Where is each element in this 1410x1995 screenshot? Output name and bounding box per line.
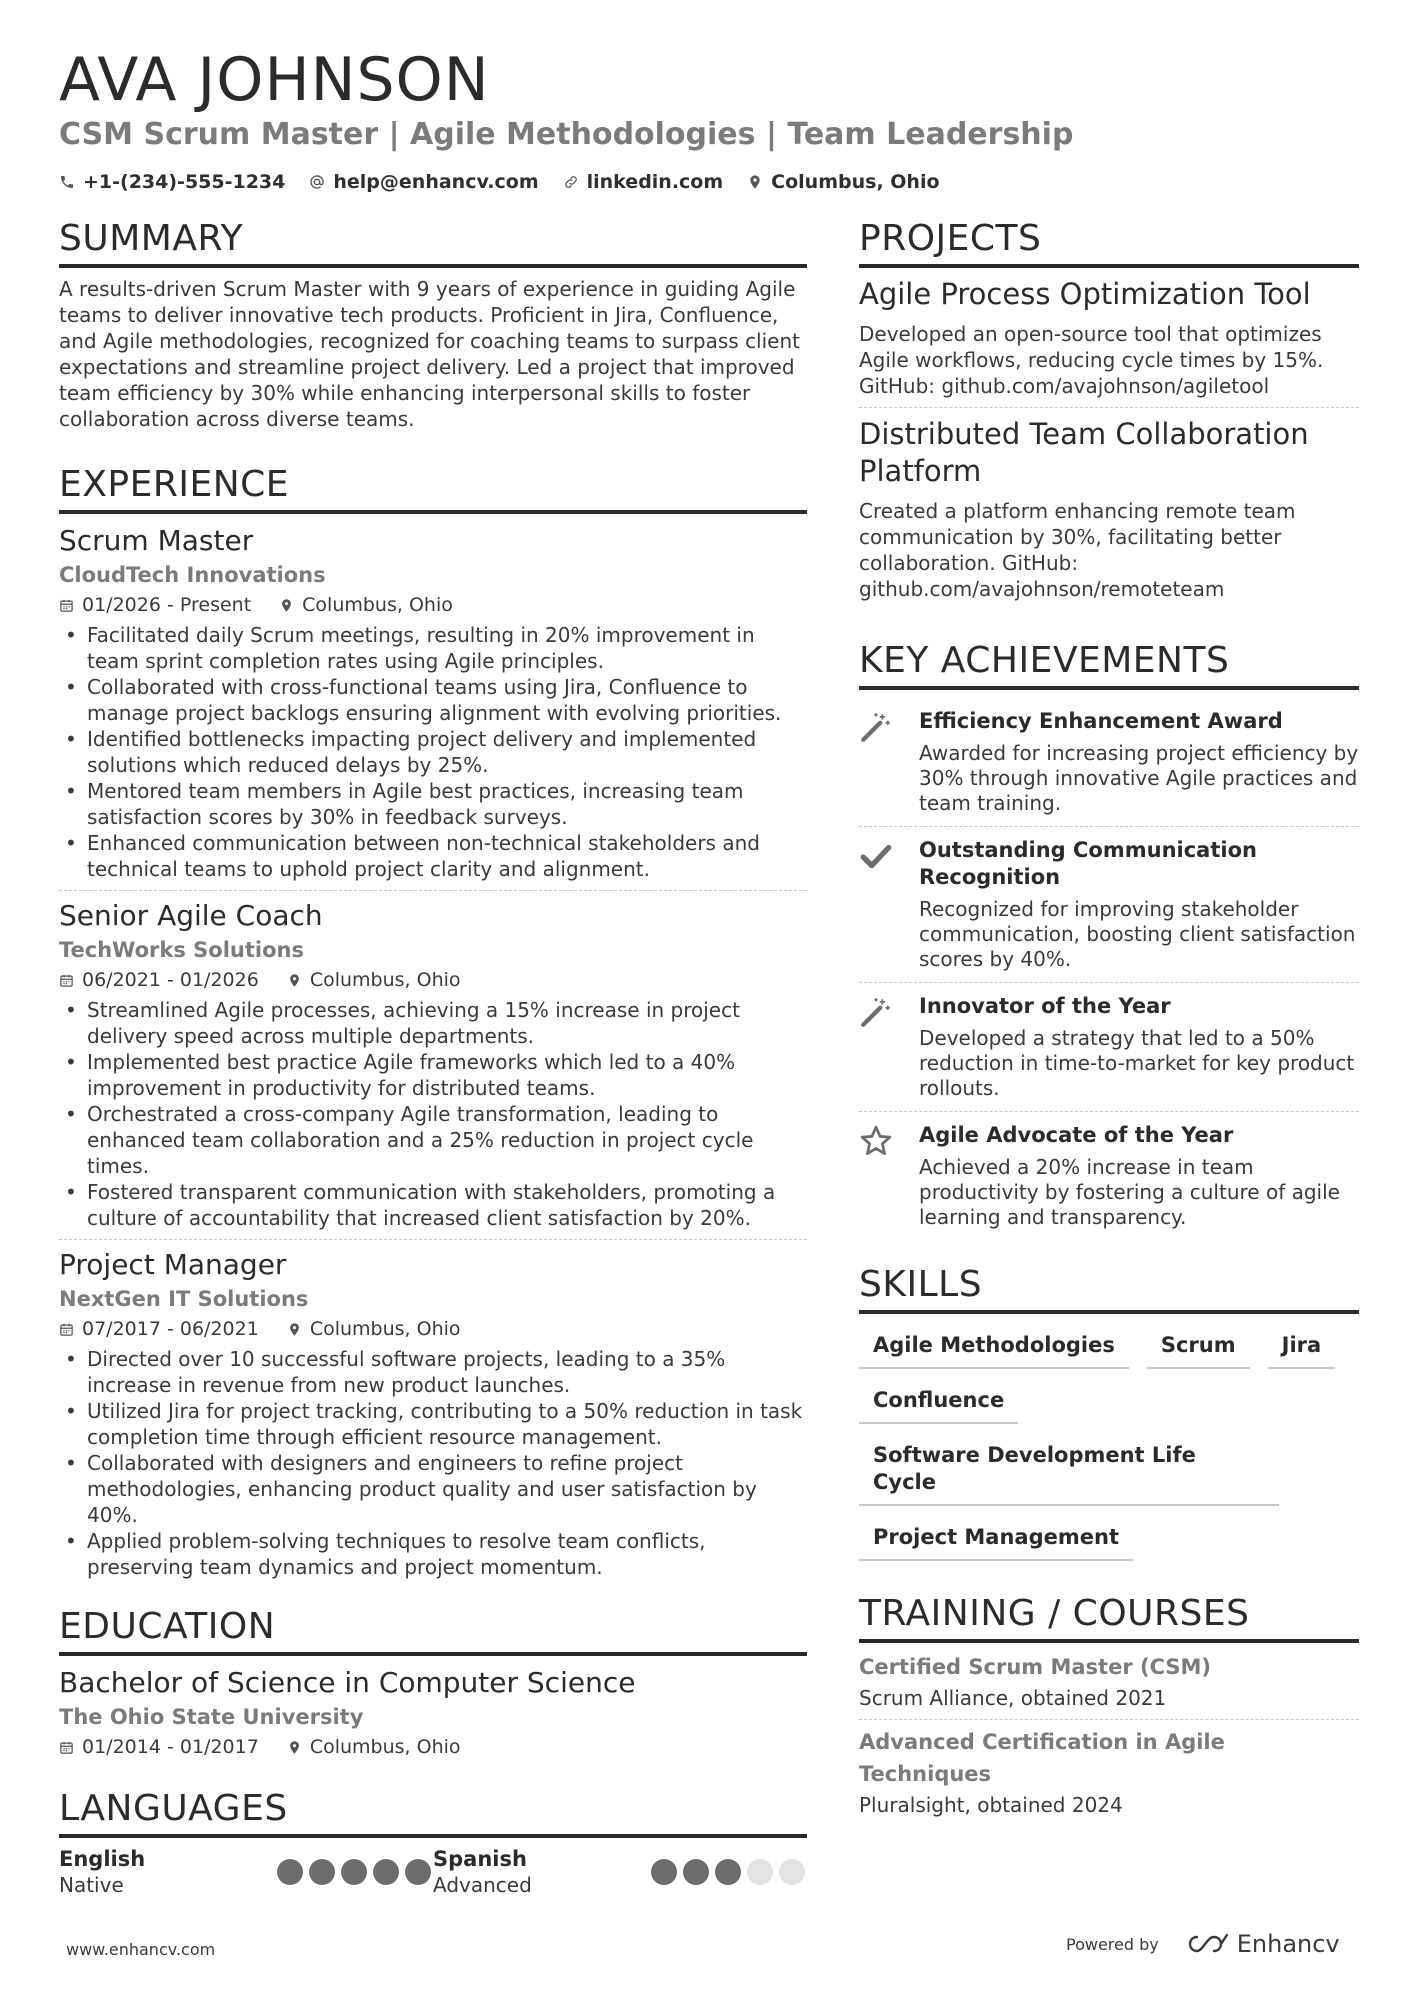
achievements-heading: KEY ACHIEVEMENTS (859, 638, 1359, 690)
education-dates (59, 1732, 259, 1762)
rating-dot-filled (277, 1859, 303, 1885)
job-location-text: Columbus, Ohio (302, 594, 453, 616)
magic-wand-icon (859, 993, 903, 1101)
achievement-entry (859, 983, 1359, 1112)
bullet-item: • Enhanced communication between non-technical stakeholders and technical teams to uphold project clarity and alignment. (59, 830, 807, 882)
project-title: Distributed Team Collaboration Platform (859, 417, 1309, 488)
phone-text: +1-(234)-555-1234 (83, 171, 286, 193)
job-location-text: Columbus, Ohio (309, 1318, 461, 1340)
course-title: Advanced Certification in Agile Techniques (859, 1730, 1225, 1786)
bullet-item: • Collaborated with cross-functional teams using Jira, Confluence to manage project backlogs ensuring alignment with evolving priorities. (59, 674, 807, 726)
job-dates-text: 06/2021 - 01/2026 (82, 969, 259, 991)
achievement-description: Achieved a 20% increase in team productivity by fostering a culture of agile learning and transparency. (919, 1155, 1340, 1229)
language-name: Spanish (433, 1847, 527, 1871)
language-entry (59, 1846, 433, 1898)
rating-dot-filled (651, 1859, 677, 1885)
school-name: The Ohio State University (59, 1705, 364, 1729)
rating-dot-empty (779, 1859, 805, 1885)
project-entry (859, 416, 1359, 610)
magic-wand-icon (859, 708, 903, 816)
skills-list (859, 1322, 1339, 1561)
job-location (287, 1314, 461, 1344)
location-text: Columbus, Ohio (771, 171, 940, 193)
course-detail: Pluralsight, obtained 2024 (859, 1793, 1123, 1817)
job-title: Scrum Master (59, 524, 254, 557)
job-bullets (59, 997, 807, 1231)
job-dates (59, 590, 251, 620)
infinity-logo-icon (1185, 1931, 1231, 1957)
check-icon (859, 837, 903, 972)
course-detail: Scrum Alliance, obtained 2021 (859, 1686, 1167, 1710)
project-title: Agile Process Optimization Tool (859, 277, 1311, 311)
education-dates-text: 01/2014 - 01/2017 (82, 1736, 259, 1758)
achievement-description: Awarded for increasing project efficiency by 30% through innovative Agile practices and team training. (919, 741, 1359, 815)
project-description: Created a platform enhancing remote team communication by 30%, facilitating better collaboration. GitHub: github.com/avajohnson/remoteteam (859, 499, 1296, 601)
company-name: NextGen IT Solutions (59, 1287, 309, 1311)
languages-row (59, 1846, 807, 1898)
rating-dot-filled (683, 1859, 709, 1885)
job-location-text: Columbus, Ohio (309, 969, 461, 991)
achievements-section (859, 638, 1359, 1240)
achievement-title: Innovator of the Year (919, 994, 1171, 1018)
summary-heading: SUMMARY (59, 216, 807, 268)
skill-tag: Confluence (859, 1383, 1018, 1424)
brand-name: Enhancv (1236, 1930, 1340, 1958)
projects-heading: PROJECTS (859, 216, 1359, 268)
language-rating (277, 1859, 431, 1885)
job-dates-text: 07/2017 - 06/2021 (82, 1318, 259, 1340)
languages-section (59, 1786, 807, 1898)
skill-tag: Software Development Life Cycle (859, 1438, 1279, 1506)
job-meta (59, 965, 807, 995)
location-pin-icon (287, 1740, 302, 1755)
job-location (279, 590, 453, 620)
bullet-item: • Mentored team members in Agile best practices, increasing team satisfaction scores by 30% in feedback surveys. (59, 778, 807, 830)
projects-section (859, 216, 1359, 610)
skill-tag: Agile Methodologies (859, 1328, 1129, 1369)
headline: CSM Scrum Master | Agile Methodologies | Team Leadership (59, 117, 1074, 152)
job-meta (59, 1314, 807, 1344)
achievement-title: Efficiency Enhancement Award (919, 709, 1283, 733)
degree-title: Bachelor of Science in Computer Science (59, 1666, 636, 1699)
linkedin-text: linkedin.com (586, 171, 724, 193)
contact-bar (59, 168, 940, 196)
bullet-item: • Fostered transparent communication with stakeholders, promoting a culture of accountability that increased client satisfaction by 20%. (59, 1179, 807, 1231)
rating-dot-filled (309, 1859, 335, 1885)
brand-logo[interactable] (1185, 1930, 1340, 1958)
job-entry (59, 522, 807, 891)
job-bullets (59, 622, 807, 882)
language-rating (651, 1859, 805, 1885)
language-level: Native (59, 1873, 124, 1897)
bullet-item: • Streamlined Agile processes, achieving a 15% increase in project delivery speed across multiple departments. (59, 997, 807, 1049)
calendar-icon (59, 973, 74, 988)
achievement-entry (859, 827, 1359, 983)
bullet-item: • Facilitated daily Scrum meetings, resulting in 20% improvement in team sprint completion rates using Agile principles. (59, 622, 807, 674)
right-column (859, 216, 1359, 1832)
job-entry (59, 1246, 807, 1588)
project-description: Developed an open-source tool that optimizes Agile workflows, reducing cycle times by 15%. GitHub: github.com/avajohnson/agiletool (859, 322, 1324, 398)
summary-text: A results-driven Scrum Master with 9 years of experience in guiding Agile teams to deliver innovative tech products. Proficient in Jira, Confluence, and Agile methodologies, recognized for coaching teams to surpass client expectations and streamline project delivery. Led a project that improved team efficiency by 30% while enhancing interpersonal skills to foster collaboration across diverse teams. (59, 277, 800, 431)
candidate-name: AVA JOHNSON (59, 45, 490, 115)
rating-dot-filled (405, 1859, 431, 1885)
link-icon (563, 174, 579, 190)
bullet-item: • Applied problem-solving techniques to resolve team conflicts, preserving team dynamics and project momentum. (59, 1528, 807, 1580)
achievement-title: Outstanding Communication Recognition (919, 838, 1257, 889)
left-column (59, 216, 807, 1898)
company-name: TechWorks Solutions (59, 938, 304, 962)
contact-linkedin[interactable] (563, 168, 724, 196)
bullet-item: • Orchestrated a cross-company Agile transformation, leading to enhanced team collaboration and a 25% reduction in project cycle times. (59, 1101, 807, 1179)
bullet-item: • Identified bottlenecks impacting project delivery and implemented solutions which reduced delays by 25%. (59, 726, 807, 778)
job-dates (59, 1314, 259, 1344)
skills-heading: SKILLS (859, 1262, 1359, 1314)
rating-dot-filled (341, 1859, 367, 1885)
calendar-icon (59, 598, 74, 613)
experience-section (59, 462, 807, 1588)
powered-by-text: Powered by (1066, 1934, 1159, 1954)
location-pin-icon (747, 174, 763, 190)
course-entry (859, 1651, 1359, 1720)
calendar-icon (59, 1740, 74, 1755)
rating-dot-filled (715, 1859, 741, 1885)
education-heading: EDUCATION (59, 1604, 807, 1656)
project-entry (859, 276, 1359, 408)
bullet-item: • Implemented best practice Agile frameworks which led to a 40% improvement in productivity for distributed teams. (59, 1049, 807, 1101)
achievement-title: Agile Advocate of the Year (919, 1123, 1234, 1147)
job-meta (59, 590, 807, 620)
achievement-description: Developed a strategy that led to a 50% reduction in time-to-market for key product rollouts. (919, 1026, 1355, 1100)
email-text: help@enhancv.com (333, 171, 539, 193)
training-section (859, 1591, 1359, 1826)
achievement-entry (859, 698, 1359, 827)
job-entry (59, 897, 807, 1240)
footer-branding (1066, 1930, 1340, 1958)
skills-section (859, 1262, 1359, 1561)
job-location (287, 965, 461, 995)
job-title: Senior Agile Coach (59, 899, 323, 932)
contact-email[interactable] (309, 168, 538, 196)
contact-phone[interactable] (59, 168, 285, 196)
course-title: Certified Scrum Master (CSM) (859, 1655, 1212, 1679)
job-bullets (59, 1346, 807, 1580)
bullet-item: • Directed over 10 successful software projects, leading to a 35% increase in revenue from new product launches. (59, 1346, 807, 1398)
education-section (59, 1604, 807, 1762)
job-dates-text: 01/2026 - Present (82, 594, 252, 616)
location-pin-icon (279, 598, 294, 613)
languages-heading: LANGUAGES (59, 1786, 807, 1838)
education-location-text: Columbus, Ohio (309, 1736, 461, 1758)
course-entry (859, 1726, 1359, 1826)
rating-dot-filled (373, 1859, 399, 1885)
education-location (287, 1732, 461, 1762)
at-icon (309, 174, 325, 190)
location-pin-icon (287, 973, 302, 988)
achievement-entry (859, 1112, 1359, 1240)
skill-tag: Jira (1268, 1328, 1336, 1369)
skill-tag: Scrum (1147, 1328, 1250, 1369)
calendar-icon (59, 1322, 74, 1337)
experience-heading: EXPERIENCE (59, 462, 807, 514)
summary-section (59, 216, 807, 432)
language-entry (433, 1846, 807, 1898)
achievement-description: Recognized for improving stakeholder communication, boosting client satisfaction scores by 40%. (919, 897, 1356, 971)
star-icon (859, 1122, 903, 1230)
education-meta (59, 1732, 807, 1762)
language-level: Advanced (433, 1873, 532, 1897)
language-name: English (59, 1847, 146, 1871)
job-dates (59, 965, 259, 995)
bullet-item: • Collaborated with designers and engineers to refine project methodologies, enhancing product quality and user satisfaction by 40%. (59, 1450, 807, 1528)
company-name: CloudTech Innovations (59, 563, 326, 587)
footer-website[interactable]: www.enhancv.com (66, 1940, 216, 1959)
training-heading: TRAINING / COURSES (859, 1591, 1359, 1643)
phone-icon (59, 174, 75, 190)
bullet-item: • Utilized Jira for project tracking, contributing to a 50% reduction in task completion time through efficient resource management. (59, 1398, 807, 1450)
job-title: Project Manager (59, 1248, 287, 1281)
contact-location (747, 168, 939, 196)
location-pin-icon (287, 1322, 302, 1337)
skill-tag: Project Management (859, 1520, 1133, 1561)
rating-dot-empty (747, 1859, 773, 1885)
